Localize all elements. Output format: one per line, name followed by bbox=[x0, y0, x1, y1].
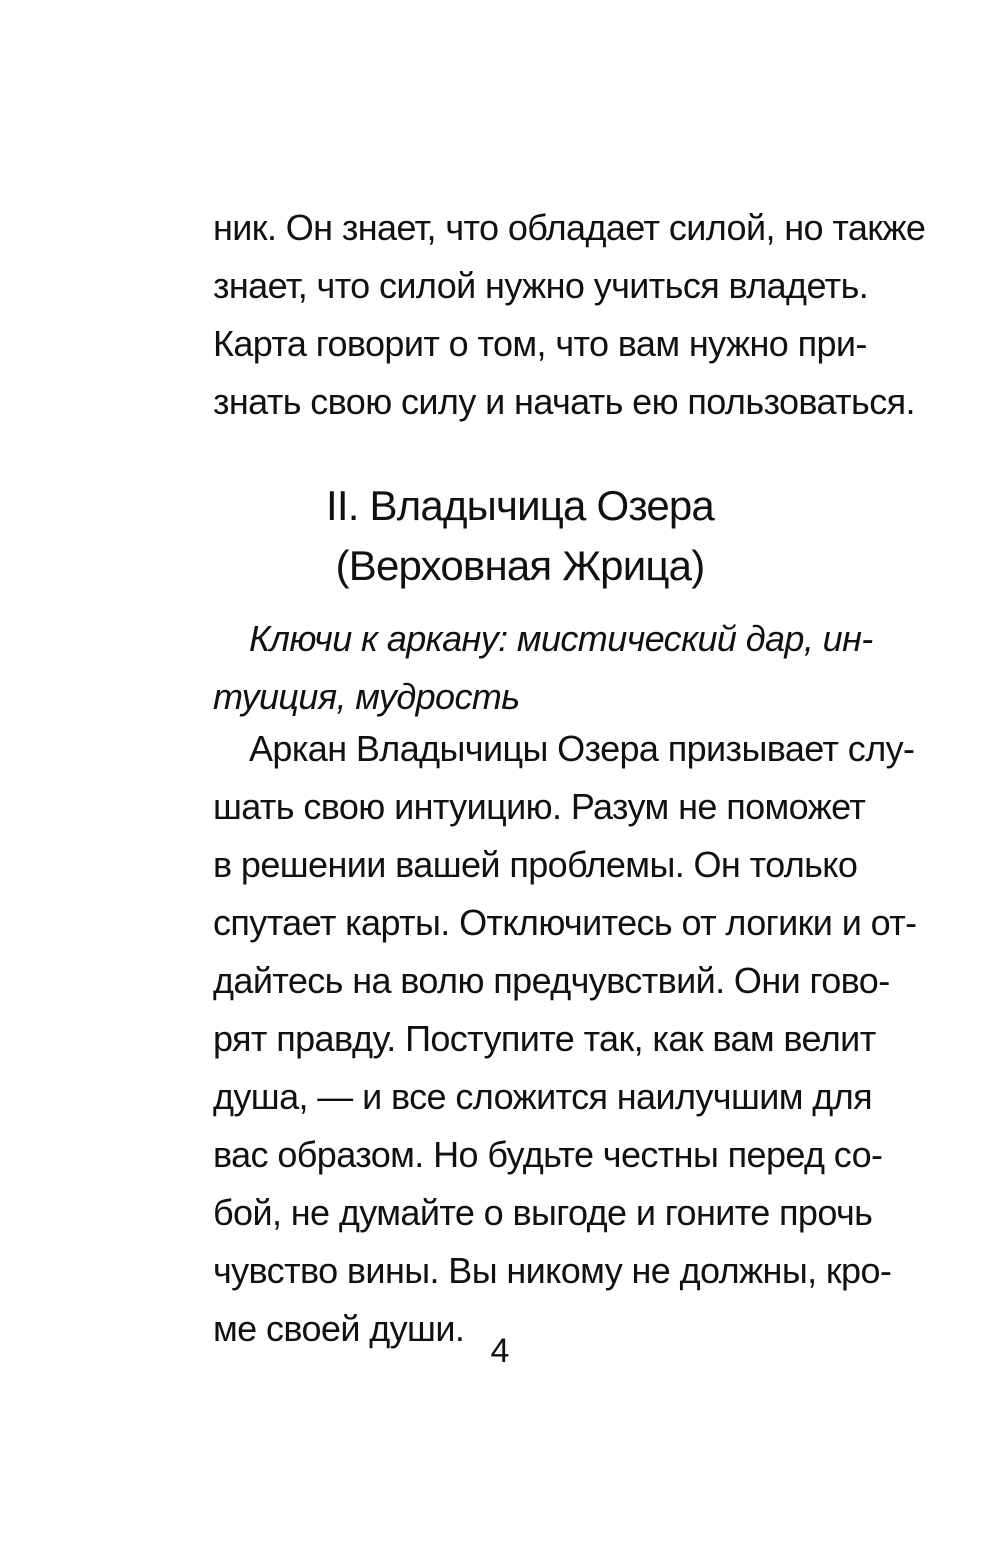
intro-paragraph bbox=[213, 199, 926, 431]
body-line: чувство вины. Вы никому не должны, кро- bbox=[213, 1250, 892, 1291]
keys-line: Ключи к аркану: мистический дар, ин- bbox=[249, 618, 873, 659]
body-line: душа, — и все сложится наилучшим для bbox=[213, 1076, 872, 1117]
body-line: рят правду. Поступите так, как вам велит bbox=[213, 1018, 876, 1059]
intro-line: ник. Он знает, что обладает силой, но также bbox=[213, 207, 926, 248]
heading-title: II. Владычица Озера bbox=[325, 482, 714, 529]
body-line: дайтесь на волю предчувствий. Они гово- bbox=[213, 960, 890, 1001]
intro-line: знать свою силу и начать ею пользоваться. bbox=[213, 381, 915, 422]
section-heading bbox=[213, 476, 827, 596]
body-paragraph bbox=[213, 720, 917, 1358]
arcana-keys bbox=[213, 610, 873, 726]
body-line: Аркан Владычицы Озера призывает слу- bbox=[249, 728, 915, 769]
heading-subtitle: (Верховная Жрица) bbox=[335, 542, 705, 589]
intro-line: Карта говорит о том, что вам нужно при- bbox=[213, 323, 867, 364]
page-number: 4 bbox=[490, 1332, 510, 1370]
body-line: вас образом. Но будьте честны перед со- bbox=[213, 1134, 883, 1175]
body-line: спутает карты. Отключитесь от логики и от- bbox=[213, 902, 917, 943]
body-line: бой, не думайте о выгоде и гоните прочь bbox=[213, 1192, 873, 1233]
keys-line: туиция, мудрость bbox=[213, 676, 520, 717]
intro-line: знает, что силой нужно учиться владеть. bbox=[213, 265, 869, 306]
body-line: шать свою интуицию. Разум не поможет bbox=[213, 786, 866, 827]
body-line: ме своей души. bbox=[213, 1308, 465, 1349]
body-line: в решении вашей проблемы. Он только bbox=[213, 844, 858, 885]
